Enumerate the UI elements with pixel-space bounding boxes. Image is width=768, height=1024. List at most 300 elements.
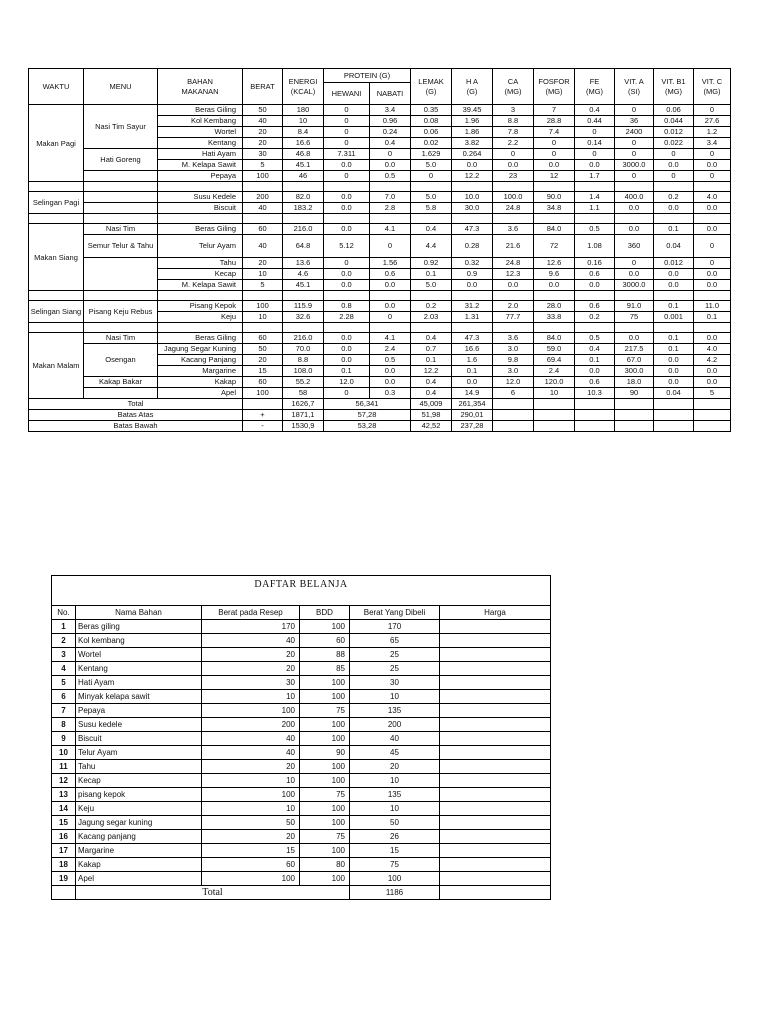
item-no: 13 <box>52 788 76 802</box>
header-energi: ENERGI (KCAL) <box>283 69 324 105</box>
nabati-cell: 0.5 <box>370 355 411 366</box>
fosfor-cell: 7.4 <box>534 127 575 138</box>
vitb1-cell: 0.1 <box>654 224 694 235</box>
fosfor-cell: 7 <box>534 105 575 116</box>
empty-cell <box>411 182 452 192</box>
vitc-cell: 0.0 <box>694 269 731 280</box>
fosfor-cell: 12 <box>534 171 575 182</box>
empty-cell <box>84 323 158 333</box>
empty-cell <box>493 399 534 410</box>
item-name: Keju <box>76 802 202 816</box>
energi-cell: 32.6 <box>283 312 324 323</box>
empty-cell <box>654 214 694 224</box>
header-vitc: VIT. C (MG) <box>694 69 731 105</box>
empty-cell <box>534 323 575 333</box>
summary-label: Batas Bawah <box>29 421 243 432</box>
fe-cell: 0.44 <box>575 116 615 127</box>
table-row <box>29 192 731 203</box>
bahan-cell: Wortel <box>158 127 243 138</box>
energi-cell: 16.6 <box>283 138 324 149</box>
energi-cell: 108.0 <box>283 366 324 377</box>
item-no: 4 <box>52 662 76 676</box>
item-berat: 60 <box>202 858 300 872</box>
lemak-cell: 0 <box>411 171 452 182</box>
ca-cell: 3.6 <box>493 333 534 344</box>
item-no: 2 <box>52 634 76 648</box>
item-no: 1 <box>52 620 76 634</box>
berat-cell: 50 <box>243 105 283 116</box>
ca-cell: 2.0 <box>493 301 534 312</box>
shopping-row <box>52 732 551 746</box>
empty-cell <box>283 214 324 224</box>
item-berat: 200 <box>202 718 300 732</box>
item-bdd: 90 <box>300 746 350 760</box>
waktu-cell: Makan Siang <box>29 224 84 291</box>
fe-cell: 0.5 <box>575 224 615 235</box>
nabati-cell: 0.0 <box>370 301 411 312</box>
item-berat: 20 <box>202 760 300 774</box>
item-name: Margarine <box>76 844 202 858</box>
table-row <box>29 171 731 182</box>
item-bdd: 100 <box>300 816 350 830</box>
bahan-cell: Kentang <box>158 138 243 149</box>
fosfor-cell: 69.4 <box>534 355 575 366</box>
lemak-cell: 2.03 <box>411 312 452 323</box>
ca-cell: 9.8 <box>493 355 534 366</box>
fe-cell: 0.2 <box>575 312 615 323</box>
lemak-cell: 0.1 <box>411 355 452 366</box>
lemak-cell: 0.35 <box>411 105 452 116</box>
shopping-row <box>52 676 551 690</box>
berat-cell: 60 <box>243 224 283 235</box>
empty-cell <box>283 291 324 301</box>
bahan-cell: Susu Kedele <box>158 192 243 203</box>
nabati-cell: 0.3 <box>370 388 411 399</box>
item-berat: 170 <box>202 620 300 634</box>
waktu-cell: Selingan Siang <box>29 301 84 323</box>
berat-cell: 60 <box>243 333 283 344</box>
hewani-cell: 0 <box>324 127 370 138</box>
header-waktu: WAKTU <box>29 69 84 105</box>
item-name: Kacang panjang <box>76 830 202 844</box>
fosfor-cell: 10 <box>534 388 575 399</box>
item-bdd: 100 <box>300 718 350 732</box>
empty-cell <box>84 291 158 301</box>
vitb1-cell: 0.0 <box>654 269 694 280</box>
total-label: Total <box>76 886 350 900</box>
empty-cell <box>158 182 243 192</box>
empty-cell <box>243 291 283 301</box>
empty-cell <box>534 410 575 421</box>
shopping-row <box>52 774 551 788</box>
item-name: Telur Ayam <box>76 746 202 760</box>
berat-cell: 5 <box>243 280 283 291</box>
lemak-cell: 0.2 <box>411 301 452 312</box>
empty-cell <box>694 421 731 432</box>
vitc-cell: 0 <box>694 149 731 160</box>
header-nama-bahan: Nama Bahan <box>76 606 202 620</box>
total-spacer <box>52 886 76 900</box>
ca-cell: 24.8 <box>493 258 534 269</box>
empty-cell <box>324 291 370 301</box>
shopping-body <box>52 620 551 886</box>
fe-cell: 0.0 <box>575 160 615 171</box>
ha-cell: 0.9 <box>452 269 493 280</box>
berat-cell: 60 <box>243 377 283 388</box>
ha-cell: 10.0 <box>452 192 493 203</box>
hewani-cell: 5.12 <box>324 235 370 258</box>
item-harga <box>440 746 551 760</box>
header-nabati: NABATI <box>370 83 411 105</box>
item-berat: 50 <box>202 816 300 830</box>
nabati-cell: 0.0 <box>370 280 411 291</box>
fosfor-cell: 0.0 <box>534 160 575 171</box>
empty-cell <box>243 214 283 224</box>
nabati-cell: 0 <box>370 149 411 160</box>
empty-cell <box>243 182 283 192</box>
ca-cell: 0.0 <box>493 280 534 291</box>
item-name: Susu kedele <box>76 718 202 732</box>
energi-cell: 4.6 <box>283 269 324 280</box>
item-bdd: 100 <box>300 732 350 746</box>
item-no: 19 <box>52 872 76 886</box>
empty-cell <box>694 410 731 421</box>
item-bdd: 100 <box>300 802 350 816</box>
empty-cell <box>411 323 452 333</box>
vita-cell: 0 <box>615 149 654 160</box>
nabati-cell: 0 <box>370 235 411 258</box>
total-harga <box>440 886 551 900</box>
fosfor-cell: 59.0 <box>534 344 575 355</box>
empty-cell <box>534 182 575 192</box>
spacer-row <box>29 291 731 301</box>
summary-ha: 237,28 <box>452 421 493 432</box>
ha-cell: 1.6 <box>452 355 493 366</box>
ha-cell: 0.0 <box>452 280 493 291</box>
vitb1-cell: 0.0 <box>654 355 694 366</box>
item-bdd: 100 <box>300 690 350 704</box>
vita-cell: 0.0 <box>615 333 654 344</box>
item-bdd: 80 <box>300 858 350 872</box>
nabati-cell: 0.5 <box>370 171 411 182</box>
nabati-cell: 0.0 <box>370 160 411 171</box>
berat-cell: 40 <box>243 203 283 214</box>
menu-cell: Osengan <box>84 344 158 377</box>
ca-cell: 12.0 <box>493 377 534 388</box>
menu-cell: Semur Telur & Tahu <box>84 235 158 258</box>
ha-cell: 12.2 <box>452 171 493 182</box>
energi-cell: 82.0 <box>283 192 324 203</box>
energi-cell: 45.1 <box>283 160 324 171</box>
item-name: Kakap <box>76 858 202 872</box>
hewani-cell: 7.311 <box>324 149 370 160</box>
ca-cell: 100.0 <box>493 192 534 203</box>
berat-cell: 10 <box>243 312 283 323</box>
vitb1-cell: 0.04 <box>654 235 694 258</box>
fe-cell: 0.6 <box>575 269 615 280</box>
item-name: Wortel <box>76 648 202 662</box>
nabati-cell: 0.4 <box>370 138 411 149</box>
vita-cell: 0 <box>615 138 654 149</box>
vitc-cell: 0 <box>694 105 731 116</box>
vita-cell: 400.0 <box>615 192 654 203</box>
fosfor-cell: 2.4 <box>534 366 575 377</box>
empty-cell <box>575 323 615 333</box>
ca-cell: 21.6 <box>493 235 534 258</box>
item-no: 8 <box>52 718 76 732</box>
header-harga: Harga <box>440 606 551 620</box>
ha-cell: 14.9 <box>452 388 493 399</box>
item-berat: 15 <box>202 844 300 858</box>
empty-cell <box>29 214 84 224</box>
empty-cell <box>615 410 654 421</box>
ca-cell: 24.8 <box>493 203 534 214</box>
berat-cell: 20 <box>243 127 283 138</box>
energi-cell: 216.0 <box>283 333 324 344</box>
header-bdd: BDD <box>300 606 350 620</box>
vita-cell: 90 <box>615 388 654 399</box>
bahan-cell: Apel <box>158 388 243 399</box>
ha-cell: 1.31 <box>452 312 493 323</box>
hewani-cell: 0 <box>324 388 370 399</box>
item-harga <box>440 802 551 816</box>
empty-cell <box>452 291 493 301</box>
waktu-cell: Makan Pagi <box>29 105 84 182</box>
item-dibeli: 10 <box>350 690 440 704</box>
ca-cell: 23 <box>493 171 534 182</box>
item-name: Jagung segar kuning <box>76 816 202 830</box>
summary-sign <box>243 399 283 410</box>
item-no: 11 <box>52 760 76 774</box>
ha-cell: 47.3 <box>452 224 493 235</box>
empty-cell <box>694 214 731 224</box>
empty-cell <box>370 323 411 333</box>
header-berat-dibeli: Berat Yang Dibeli <box>350 606 440 620</box>
ha-cell: 0.0 <box>452 377 493 388</box>
vitb1-cell: 0.04 <box>654 388 694 399</box>
nabati-cell: 0.6 <box>370 269 411 280</box>
table-row <box>29 203 731 214</box>
energi-cell: 8.8 <box>283 355 324 366</box>
item-berat: 30 <box>202 676 300 690</box>
item-dibeli: 170 <box>350 620 440 634</box>
empty-cell <box>615 421 654 432</box>
hewani-cell: 0.8 <box>324 301 370 312</box>
empty-cell <box>84 214 158 224</box>
item-bdd: 75 <box>300 788 350 802</box>
item-name: Minyak kelapa sawit <box>76 690 202 704</box>
summary-energi: 1626,7 <box>283 399 324 410</box>
menu-cell <box>84 258 158 291</box>
empty-cell <box>29 291 84 301</box>
vitc-cell: 0.0 <box>694 333 731 344</box>
summary-energi: 1530,9 <box>283 421 324 432</box>
fosfor-cell: 34.8 <box>534 203 575 214</box>
vita-cell: 2400 <box>615 127 654 138</box>
bahan-cell: Kakap <box>158 377 243 388</box>
vita-cell: 91.0 <box>615 301 654 312</box>
nutrition-table <box>28 68 731 432</box>
summary-ha: 290,01 <box>452 410 493 421</box>
vitc-cell: 4.2 <box>694 355 731 366</box>
vitc-cell: 5 <box>694 388 731 399</box>
item-no: 3 <box>52 648 76 662</box>
hewani-cell: 0 <box>324 116 370 127</box>
fe-cell: 1.08 <box>575 235 615 258</box>
menu-cell <box>84 203 158 214</box>
empty-cell <box>615 291 654 301</box>
spacer-row <box>29 214 731 224</box>
vitc-cell: 27.6 <box>694 116 731 127</box>
summary-sign: + <box>243 410 283 421</box>
fe-cell: 0.14 <box>575 138 615 149</box>
shopping-row <box>52 620 551 634</box>
bahan-cell: Kacang Panjang <box>158 355 243 366</box>
vitc-cell: 4.0 <box>694 192 731 203</box>
hewani-cell: 2.28 <box>324 312 370 323</box>
energi-cell: 115.9 <box>283 301 324 312</box>
ha-cell: 16.6 <box>452 344 493 355</box>
ha-cell: 0.32 <box>452 258 493 269</box>
summary-label: Batas Atas <box>29 410 243 421</box>
empty-cell <box>575 291 615 301</box>
nabati-cell: 0 <box>370 312 411 323</box>
nabati-cell: 1.56 <box>370 258 411 269</box>
berat-cell: 50 <box>243 344 283 355</box>
lemak-cell: 0.06 <box>411 127 452 138</box>
item-no: 5 <box>52 676 76 690</box>
lemak-cell: 12.2 <box>411 366 452 377</box>
lemak-cell: 0.92 <box>411 258 452 269</box>
ca-cell: 2.2 <box>493 138 534 149</box>
table-row <box>29 224 731 235</box>
nabati-cell: 0.24 <box>370 127 411 138</box>
ha-cell: 1.96 <box>452 116 493 127</box>
header-berat: BERAT <box>243 69 283 105</box>
ca-cell: 12.3 <box>493 269 534 280</box>
fosfor-cell: 0 <box>534 149 575 160</box>
table-row <box>29 344 731 355</box>
vitb1-cell: 0.0 <box>654 377 694 388</box>
nutrition-body <box>29 105 731 432</box>
hewani-cell: 0.0 <box>324 344 370 355</box>
total-value: 1186 <box>350 886 440 900</box>
spacer-row <box>29 323 731 333</box>
item-bdd: 100 <box>300 872 350 886</box>
menu-cell: Kakap Bakar <box>84 377 158 388</box>
lemak-cell: 5.0 <box>411 160 452 171</box>
bahan-cell: Tahu <box>158 258 243 269</box>
header-bahan: BAHAN MAKANAN <box>158 69 243 105</box>
item-dibeli: 50 <box>350 816 440 830</box>
hewani-cell: 0.0 <box>324 269 370 280</box>
berat-cell: 20 <box>243 138 283 149</box>
hewani-cell: 0.1 <box>324 366 370 377</box>
bahan-cell: Beras Giling <box>158 105 243 116</box>
item-name: Kecap <box>76 774 202 788</box>
empty-cell <box>493 323 534 333</box>
fe-cell: 0.4 <box>575 105 615 116</box>
empty-cell <box>534 399 575 410</box>
menu-cell: Nasi Tim <box>84 224 158 235</box>
header-fosfor: FOSFOR (MG) <box>534 69 575 105</box>
empty-cell <box>158 214 243 224</box>
empty-cell <box>694 323 731 333</box>
vitb1-cell: 0 <box>654 171 694 182</box>
lemak-cell: 0.1 <box>411 269 452 280</box>
vitb1-cell: 0.1 <box>654 333 694 344</box>
item-berat: 100 <box>202 788 300 802</box>
item-harga <box>440 760 551 774</box>
nabati-cell: 3.4 <box>370 105 411 116</box>
nabati-cell: 0.0 <box>370 366 411 377</box>
berat-cell: 40 <box>243 235 283 258</box>
vitb1-cell: 0.1 <box>654 301 694 312</box>
item-dibeli: 65 <box>350 634 440 648</box>
energi-cell: 46.8 <box>283 149 324 160</box>
berat-cell: 100 <box>243 388 283 399</box>
item-harga <box>440 872 551 886</box>
energi-cell: 13.6 <box>283 258 324 269</box>
summary-label: Total <box>29 399 243 410</box>
ha-cell: 30.0 <box>452 203 493 214</box>
empty-cell <box>493 291 534 301</box>
item-dibeli: 15 <box>350 844 440 858</box>
vita-cell: 3000.0 <box>615 280 654 291</box>
fe-cell: 0.16 <box>575 258 615 269</box>
menu-cell <box>84 171 158 182</box>
energi-cell: 10 <box>283 116 324 127</box>
item-harga <box>440 690 551 704</box>
item-harga <box>440 718 551 732</box>
item-berat: 40 <box>202 634 300 648</box>
ca-cell: 6 <box>493 388 534 399</box>
lemak-cell: 0.08 <box>411 116 452 127</box>
fosfor-cell: 0 <box>534 138 575 149</box>
bahan-cell: Biscuit <box>158 203 243 214</box>
item-no: 12 <box>52 774 76 788</box>
vita-cell: 36 <box>615 116 654 127</box>
item-harga <box>440 774 551 788</box>
fe-cell: 0 <box>575 127 615 138</box>
item-bdd: 100 <box>300 760 350 774</box>
menu-cell: Pisang Keju Rebus <box>84 301 158 323</box>
item-harga <box>440 704 551 718</box>
berat-cell: 100 <box>243 171 283 182</box>
table-row <box>29 105 731 116</box>
vitb1-cell: 0.06 <box>654 105 694 116</box>
energi-cell: 183.2 <box>283 203 324 214</box>
summary-protein: 53,28 <box>324 421 411 432</box>
empty-cell <box>283 323 324 333</box>
item-bdd: 88 <box>300 648 350 662</box>
nabati-cell: 2.4 <box>370 344 411 355</box>
vitb1-cell: 0.0 <box>654 203 694 214</box>
lemak-cell: 0.4 <box>411 224 452 235</box>
item-no: 18 <box>52 858 76 872</box>
vitc-cell: 0 <box>694 235 731 258</box>
item-harga <box>440 844 551 858</box>
waktu-cell: Makan Malam <box>29 333 84 399</box>
fe-cell: 0.6 <box>575 301 615 312</box>
item-no: 7 <box>52 704 76 718</box>
berat-cell: 200 <box>243 192 283 203</box>
hewani-cell: 0 <box>324 105 370 116</box>
shopping-row <box>52 718 551 732</box>
fe-cell: 0.0 <box>575 366 615 377</box>
fe-cell: 0.6 <box>575 377 615 388</box>
shopping-row <box>52 634 551 648</box>
